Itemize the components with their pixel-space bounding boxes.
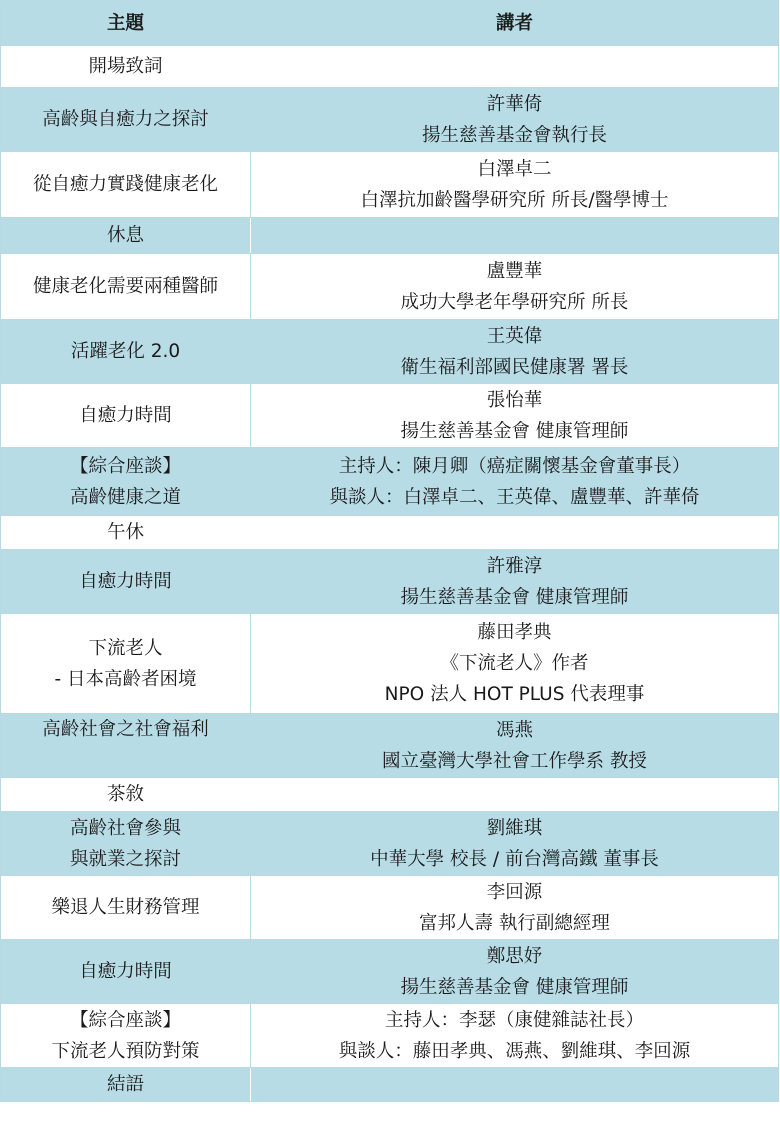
- session-topic: [1, 812, 251, 876]
- speaker-name: 白澤卓二: [477, 158, 552, 180]
- session-topic: [1, 218, 251, 254]
- topic-line: 自癒力時間: [79, 571, 172, 592]
- session-speaker: [251, 152, 779, 218]
- session-topic: [1, 46, 251, 88]
- agenda-row: [1, 384, 779, 448]
- session-topic: [1, 550, 251, 614]
- agenda-row: [1, 516, 779, 550]
- speaker-name: 藤田孝典: [477, 622, 552, 643]
- topic-line: 休息: [106, 225, 144, 246]
- speaker-detail: 與談人：白澤卓二、王英偉、盧豐華、許華倚: [329, 486, 700, 508]
- topic-line: 與就業之探討: [69, 848, 181, 870]
- agenda-row: [1, 812, 779, 876]
- agenda-row: [1, 940, 779, 1004]
- speaker-name: 李回源: [486, 881, 543, 903]
- topic-line: 自癒力時間: [79, 405, 172, 426]
- speaker-name: 主持人：李瑟（康健雜誌社長）: [384, 1009, 644, 1031]
- topic-line: 午休: [106, 522, 144, 543]
- speaker-detail: 《下流老人》作者: [440, 653, 589, 674]
- agenda-row: [1, 1004, 779, 1068]
- session-topic: [1, 714, 251, 778]
- speaker-detail: 揚生慈善基金會執行長: [421, 124, 607, 146]
- agenda-row: [1, 714, 779, 778]
- speaker-detail: 揚生慈善基金會 健康管理師: [400, 586, 629, 608]
- topic-line: 樂退人生財務管理: [51, 897, 200, 918]
- session-speaker: [251, 516, 779, 550]
- agenda-row: [1, 448, 779, 516]
- speaker-detail: 衛生福利部國民健康署 署長: [400, 356, 629, 378]
- speaker-detail: 與談人：藤田孝典、馮燕、劉維琪、李回源: [338, 1040, 691, 1062]
- session-topic: [1, 940, 251, 1004]
- agenda-row: [1, 550, 779, 614]
- speaker-detail: 揚生慈善基金會 健康管理師: [400, 976, 629, 998]
- topic-line: 茶敘: [106, 784, 144, 805]
- session-speaker: [251, 1004, 779, 1068]
- speaker-detail: 揚生慈善基金會 健康管理師: [400, 420, 629, 442]
- topic-line: 開場致詞: [88, 56, 163, 77]
- topic-line: 高齡健康之道: [69, 486, 181, 508]
- speaker-name: 許華倚: [486, 93, 543, 115]
- topic-line: 【綜合座談】: [69, 455, 181, 477]
- session-topic: [1, 876, 251, 940]
- session-topic: [1, 614, 251, 714]
- session-speaker: [251, 448, 779, 516]
- agenda-row: [1, 876, 779, 940]
- speaker-detail: 白澤抗加齡醫學研究所 所長/醫學博士: [360, 189, 669, 211]
- speaker-detail: NPO 法人 HOT PLUS 代表理事: [384, 684, 645, 705]
- speaker-column-header: 講者: [251, 1, 779, 46]
- session-speaker: [251, 812, 779, 876]
- topic-line: 活躍老化 2.0: [70, 341, 181, 362]
- header-row: [1, 1, 779, 46]
- speaker-name: 馮燕: [495, 719, 533, 741]
- session-speaker: [251, 320, 779, 384]
- agenda-row: [1, 218, 779, 254]
- speaker-name: 主持人：陳月卿（癌症關懷基金會董事長）: [338, 455, 691, 477]
- agenda-row: [1, 88, 779, 152]
- agenda-row: [1, 46, 779, 88]
- topic-column-header: 主題: [1, 1, 251, 46]
- speaker-name: 許雅淳: [486, 555, 543, 577]
- session-speaker: [251, 254, 779, 320]
- agenda-row: [1, 254, 779, 320]
- session-topic: [1, 448, 251, 516]
- session-topic: [1, 88, 251, 152]
- session-speaker: [251, 1068, 779, 1102]
- session-speaker: [251, 614, 779, 714]
- session-topic: [1, 778, 251, 812]
- topic-line: 高齡與自癒力之探討: [42, 109, 209, 130]
- session-speaker: [251, 876, 779, 940]
- agenda-body: [1, 46, 779, 1102]
- speaker-detail: 中華大學 校長 / 前台灣高鐵 董事長: [370, 848, 659, 870]
- agenda-row: [1, 152, 779, 218]
- session-topic: [1, 1004, 251, 1068]
- topic-line: 【綜合座談】: [69, 1009, 181, 1031]
- session-speaker: [251, 384, 779, 448]
- session-topic: [1, 516, 251, 550]
- topic-line: - 日本高齡者困境: [54, 668, 197, 690]
- session-speaker: [251, 46, 779, 88]
- session-speaker: [251, 88, 779, 152]
- session-speaker: [251, 714, 779, 778]
- agenda-row: [1, 1068, 779, 1102]
- speaker-detail: 成功大學老年學研究所 所長: [400, 291, 629, 313]
- speaker-detail: 富邦人壽 執行副總經理: [419, 912, 610, 934]
- speaker-name: 鄭思妤: [486, 945, 543, 967]
- session-topic: [1, 384, 251, 448]
- session-speaker: [251, 940, 779, 1004]
- session-speaker: [251, 550, 779, 614]
- session-topic: [1, 152, 251, 218]
- speaker-name: 劉維琪: [486, 817, 543, 839]
- topic-line: 結語: [106, 1074, 144, 1095]
- topic-line: 下流老人: [88, 637, 163, 659]
- topic-line: 高齡社會參與: [69, 817, 181, 839]
- session-speaker: [251, 778, 779, 812]
- topic-line: 自癒力時間: [79, 961, 172, 982]
- topic-line: 健康老化需要兩種醫師: [32, 276, 218, 297]
- session-speaker: [251, 218, 779, 254]
- speaker-name: 張怡華: [486, 389, 543, 411]
- agenda-row: [1, 614, 779, 714]
- topic-line: 高齡社會之社會福利: [42, 719, 209, 740]
- speaker-name: 盧豐華: [486, 260, 543, 282]
- agenda-row: [1, 778, 779, 812]
- topic-line: 從自癒力實踐健康老化: [32, 174, 218, 195]
- session-topic: [1, 1068, 251, 1102]
- agenda-row: [1, 320, 779, 384]
- topic-line: 下流老人預防對策: [51, 1040, 200, 1062]
- speaker-detail: 國立臺灣大學社會工作學系 教授: [382, 750, 647, 772]
- session-topic: [1, 254, 251, 320]
- session-topic: [1, 320, 251, 384]
- speaker-name: 王英偉: [486, 325, 543, 347]
